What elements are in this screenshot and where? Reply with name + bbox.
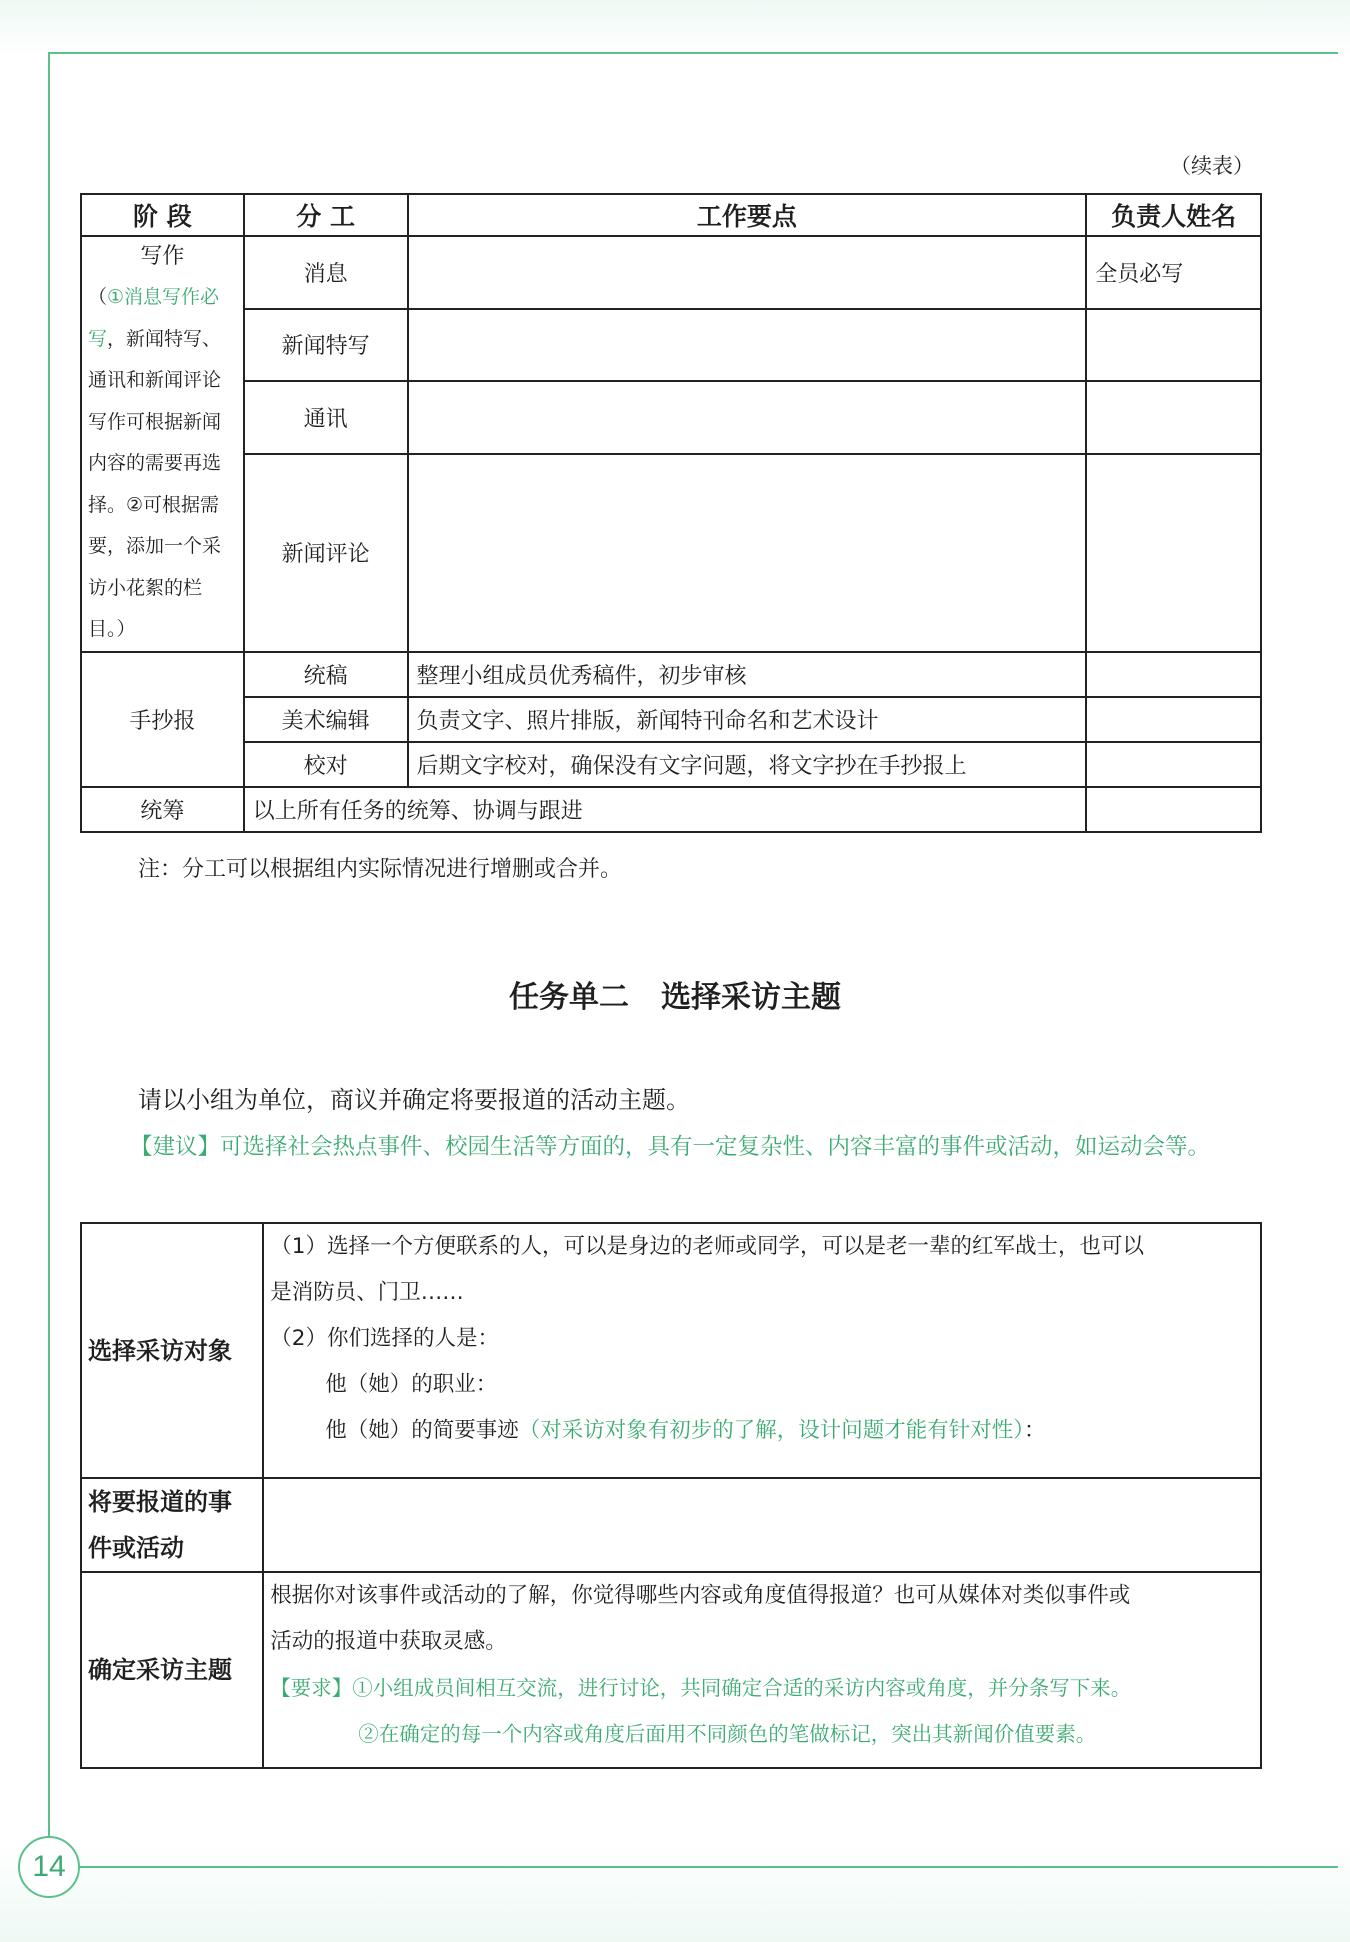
person-cell[interactable]	[1086, 381, 1261, 454]
role-cell: 新闻评论	[244, 454, 408, 652]
requirement-1: 【要求】①小组成员间相互交流，进行讨论，共同确定合适的采访内容或角度，并分条写下来。	[270, 1676, 1132, 1700]
content-line: （1）选择一个方便联系的人，可以是身边的老师或同学，可以是老一辈的红军战士，也可以	[270, 1234, 1144, 1259]
role-cell: 新闻特写	[244, 309, 408, 382]
task-title	[0, 972, 1350, 1016]
table-row	[81, 1223, 1261, 1478]
deeds-colon: ：	[1024, 1418, 1046, 1443]
points-cell[interactable]	[408, 236, 1087, 309]
points-cell: 后期文字校对，确保没有文字问题，将文字抄在手抄报上	[408, 742, 1087, 787]
stage-paper: 手抄报	[81, 652, 244, 787]
table-row	[81, 309, 1261, 382]
points-cell: 负责文字、照片排版，新闻特刊命名和艺术设计	[408, 697, 1087, 742]
topic-table	[80, 1222, 1262, 1769]
role-cell: 消息	[244, 236, 408, 309]
table-row	[81, 1572, 1261, 1768]
content-line: （2）你们选择的人是：	[270, 1326, 499, 1351]
intro-paragraph: 请以小组为单位，商议并确定将要报道的活动主题。	[138, 1086, 690, 1114]
label-interviewee: 选择采访对象	[81, 1223, 263, 1478]
stage-writing: 写作	[140, 244, 185, 269]
role-cell: 校对	[244, 742, 408, 787]
table-row	[81, 787, 1261, 832]
role-cell: 美术编辑	[244, 697, 408, 742]
writing-note-open: （	[88, 286, 108, 308]
table-row	[81, 652, 1261, 697]
writing-note-rest: ，新闻特写、通讯和新闻评论写作可根据新闻内容的需要再选择。②可根据需要，添加一个采访小花絮的栏目。）	[88, 327, 222, 640]
advice-paragraph: 【建议】可选择社会热点事件、校园生活等方面的，具有一定复杂性、内容丰富的事件或活动，如运动会等。	[130, 1134, 1211, 1160]
label-event-line2: 件或活动	[88, 1534, 184, 1562]
event-content[interactable]	[263, 1478, 1261, 1572]
requirement-2: ②在确定的每一个内容或角度后面用不同颜色的笔做标记，突出其新闻价值要素。	[358, 1722, 1097, 1746]
content-line	[270, 1408, 1254, 1454]
task-title-part1: 任务单二	[509, 980, 629, 1015]
points-cell[interactable]	[408, 309, 1087, 382]
continued-label: （续表）	[1170, 154, 1254, 178]
person-cell[interactable]	[1086, 454, 1261, 652]
role-cell: 统稿	[244, 652, 408, 697]
points-cell[interactable]	[408, 454, 1087, 652]
deeds-hint: （对采访对象有初步的了解，设计问题才能有针对性）	[518, 1418, 1025, 1443]
table-row	[81, 1478, 1261, 1572]
header-role: 分 工	[244, 194, 408, 236]
header-stage: 阶 段	[81, 194, 244, 236]
deeds-label: 他（她）的简要事迹	[325, 1418, 519, 1443]
stage-writing-cell	[81, 236, 244, 652]
role-cell: 通讯	[244, 381, 408, 454]
table-row	[81, 742, 1261, 787]
table-header-row	[81, 194, 1261, 236]
person-cell[interactable]	[1086, 742, 1261, 787]
table-note: 注：分工可以根据组内实际情况进行增删或合并。	[138, 857, 623, 882]
frame-left-rule	[48, 52, 50, 1852]
stage-coord: 统筹	[81, 787, 244, 832]
content-line: 是消防员、门卫……	[270, 1280, 464, 1305]
table-row	[81, 697, 1261, 742]
table-row	[81, 454, 1261, 652]
header-person: 负责人姓名	[1086, 194, 1261, 236]
content-line: 活动的报道中获取灵感。	[270, 1629, 507, 1654]
person-cell[interactable]	[1086, 697, 1261, 742]
topic-content[interactable]	[263, 1572, 1261, 1768]
person-cell[interactable]	[1086, 652, 1261, 697]
content-line: 根据你对该事件或活动的了解，你觉得哪些内容或角度值得报道？也可从媒体对类似事件或	[270, 1583, 1131, 1608]
person-cell[interactable]	[1086, 309, 1261, 382]
interviewee-content[interactable]	[263, 1223, 1261, 1478]
frame-bottom-rule	[80, 1866, 1338, 1868]
frame-top-rule	[48, 52, 1338, 54]
label-event	[81, 1478, 263, 1572]
division-table	[80, 193, 1262, 833]
page-number: 14	[18, 1836, 80, 1898]
coord-points: 以上所有任务的统筹、协调与跟进	[244, 787, 1086, 832]
points-cell[interactable]	[408, 381, 1087, 454]
task-title-part2: 选择采访主题	[661, 980, 841, 1015]
table-row	[81, 381, 1261, 454]
writing-note-green: ①消息写作必写	[88, 286, 220, 350]
content-line: 他（她）的职业：	[325, 1372, 498, 1397]
header-points: 工作要点	[408, 194, 1087, 236]
label-topic: 确定采访主题	[81, 1572, 263, 1768]
person-cell[interactable]	[1086, 787, 1261, 832]
label-event-line1: 将要报道的事	[88, 1488, 232, 1516]
points-cell: 整理小组成员优秀稿件，初步审核	[408, 652, 1087, 697]
table-row	[81, 236, 1261, 309]
person-cell[interactable]: 全员必写	[1086, 236, 1261, 309]
